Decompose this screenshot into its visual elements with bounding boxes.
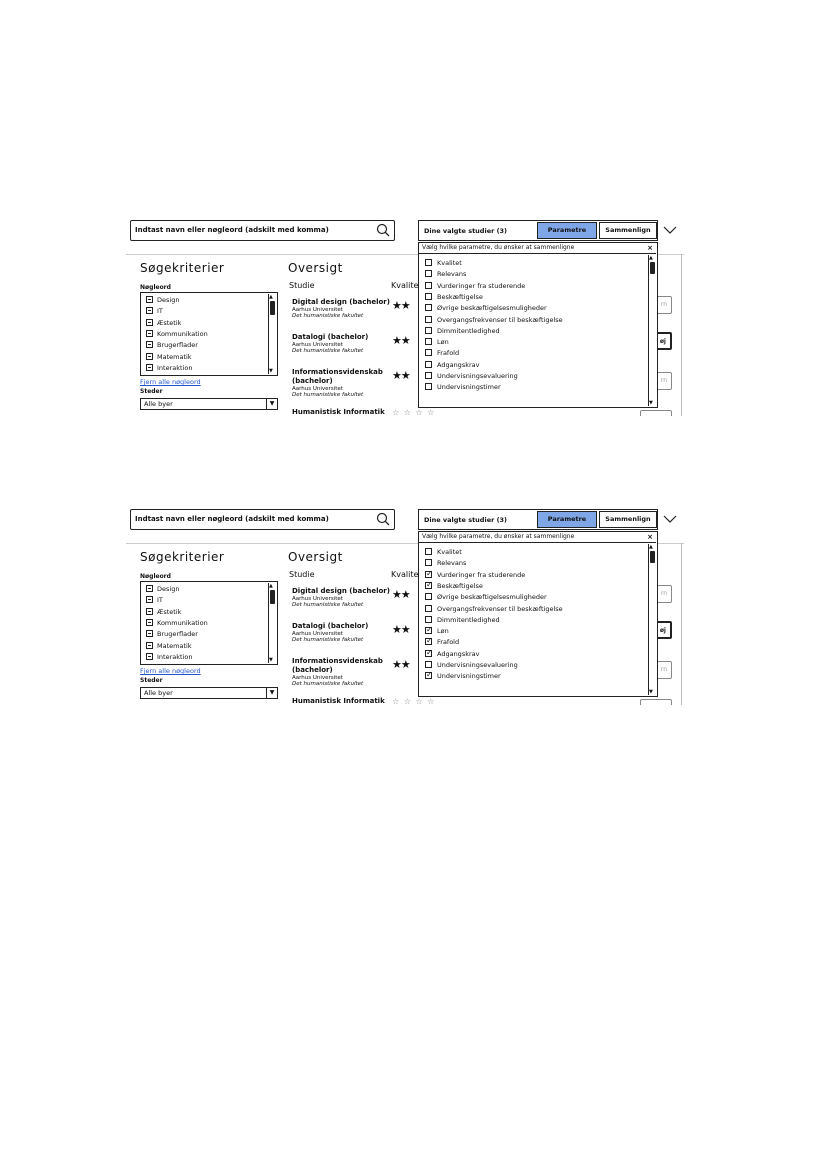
dropdown-title-text: Vælg hvilke parametre, du ønsker at sammenligne bbox=[422, 244, 575, 251]
scroll-thumb[interactable] bbox=[270, 301, 275, 315]
study-title[interactable]: Humanistisk Informatik bbox=[292, 697, 385, 705]
dropdown-scrollbar[interactable] bbox=[648, 544, 656, 695]
parameter-label: Undervisningstimer bbox=[437, 672, 501, 681]
keyword-item[interactable] bbox=[146, 585, 179, 593]
close-icon[interactable]: × bbox=[647, 244, 653, 252]
parameter-option[interactable] bbox=[425, 650, 479, 658]
remove-keyword-checkbox[interactable] bbox=[146, 608, 153, 615]
parameter-label: Beskæftigelse bbox=[437, 581, 483, 590]
parameter-option[interactable] bbox=[425, 293, 483, 301]
parameter-option[interactable] bbox=[425, 638, 459, 646]
places-select[interactable] bbox=[140, 687, 278, 699]
keyword-label: IT bbox=[157, 596, 163, 605]
parameter-option[interactable] bbox=[425, 259, 462, 267]
parameter-checkbox[interactable] bbox=[425, 316, 432, 323]
side-button[interactable]: øj bbox=[640, 621, 672, 639]
chosen-studies-label[interactable]: Dine valgte studier (3) bbox=[424, 227, 508, 235]
column-header-study: Studie bbox=[289, 281, 315, 290]
parameter-label: Løn bbox=[437, 627, 449, 636]
side-button[interactable]: rn bbox=[640, 296, 672, 314]
close-icon[interactable]: × bbox=[647, 533, 653, 541]
quality-stars: ★★ bbox=[392, 658, 410, 671]
parameter-checkbox[interactable] bbox=[425, 548, 432, 555]
study-faculty: Det humanistiske fakultet bbox=[292, 313, 364, 319]
tab-sammenlign[interactable]: Sammenlign bbox=[599, 222, 657, 239]
dropdown-arrow-icon[interactable]: ▼ bbox=[266, 688, 277, 698]
dropdown-title-text: Vælg hvilke parametre, du ønsker at sammenligne bbox=[422, 533, 575, 540]
parameter-checkbox[interactable] bbox=[425, 361, 432, 368]
panel-edge bbox=[681, 254, 682, 416]
study-faculty: Det humanistiske fakultet bbox=[292, 681, 364, 687]
parameter-checkbox[interactable] bbox=[425, 593, 432, 600]
keyword-label: IT bbox=[157, 307, 163, 316]
keyword-item[interactable] bbox=[146, 353, 192, 361]
keyword-item[interactable] bbox=[146, 630, 198, 638]
parameter-option[interactable] bbox=[425, 327, 500, 335]
parameter-checkbox[interactable] bbox=[425, 661, 432, 668]
parameter-checkbox[interactable] bbox=[425, 327, 432, 334]
keyword-label: Interaktion bbox=[157, 652, 193, 661]
parameter-label: Relevans bbox=[437, 559, 467, 568]
chevron-down-icon[interactable] bbox=[662, 513, 678, 525]
panel-edge bbox=[681, 543, 682, 705]
keyword-item[interactable] bbox=[146, 642, 192, 650]
parameter-checkbox[interactable] bbox=[425, 559, 432, 566]
column-header-quality: Kvalite bbox=[391, 570, 419, 579]
keyword-label: Æstetik bbox=[157, 607, 182, 616]
parameter-checkbox[interactable] bbox=[425, 304, 432, 311]
parameter-label: Dimmitentledighed bbox=[437, 326, 500, 335]
keywords-scrollbar[interactable] bbox=[268, 294, 276, 374]
search-input[interactable] bbox=[130, 220, 395, 241]
parameter-option[interactable] bbox=[425, 582, 483, 590]
parameter-label: Undervisningsevaluering bbox=[437, 372, 518, 380]
search-icon[interactable] bbox=[376, 223, 390, 237]
study-title[interactable]: (bachelor) bbox=[292, 666, 333, 674]
scroll-up-icon[interactable]: ▲ bbox=[649, 255, 653, 261]
parameter-checkbox[interactable] bbox=[425, 349, 432, 356]
parameter-checkbox[interactable] bbox=[425, 282, 432, 289]
parameter-option[interactable] bbox=[425, 316, 563, 324]
parameter-label: Adgangskrav bbox=[437, 360, 480, 369]
quality-stars: ★★ bbox=[392, 334, 410, 347]
parameter-label: Overgangsfrekvenser til beskæftigelse bbox=[437, 604, 563, 613]
side-button[interactable]: rn bbox=[640, 372, 672, 390]
study-faculty: Det humanistiske fakultet bbox=[292, 602, 364, 608]
parameter-option[interactable] bbox=[425, 559, 466, 567]
parameter-checkbox[interactable] bbox=[425, 259, 432, 266]
keyword-item[interactable] bbox=[146, 608, 181, 616]
remove-keyword-checkbox[interactable] bbox=[146, 585, 153, 592]
quality-stars: ★★ bbox=[392, 623, 410, 636]
scroll-down-icon[interactable]: ▼ bbox=[649, 400, 653, 406]
parameter-label: Relevans bbox=[437, 270, 467, 279]
keyword-label: Kommunikation bbox=[157, 329, 208, 338]
study-title[interactable]: Datalogi (bachelor) bbox=[292, 622, 369, 630]
chevron-down-icon[interactable] bbox=[662, 224, 678, 236]
scroll-thumb[interactable] bbox=[270, 590, 275, 604]
remove-keyword-checkbox[interactable] bbox=[146, 642, 153, 649]
keyword-item[interactable] bbox=[146, 296, 179, 304]
parameter-checkbox[interactable] bbox=[425, 372, 432, 379]
keyword-label: Design bbox=[157, 296, 180, 304]
parameter-option[interactable] bbox=[425, 338, 449, 346]
study-title[interactable]: Digital design (bachelor) bbox=[292, 298, 390, 306]
keyword-label: Kommunikation bbox=[157, 618, 208, 627]
keywords-list[interactable] bbox=[140, 292, 278, 376]
keyword-item[interactable] bbox=[146, 307, 163, 315]
parameter-label: Vurderinger fra studerende bbox=[437, 281, 526, 290]
remove-all-keywords-link[interactable]: Fjern alle nøgleord bbox=[140, 667, 201, 675]
criteria-title: Søgekriterier bbox=[140, 550, 225, 564]
keyword-item[interactable] bbox=[146, 330, 208, 338]
parameter-label: Frafold bbox=[437, 638, 460, 647]
keyword-item[interactable] bbox=[146, 653, 192, 661]
chosen-studies-bar bbox=[418, 509, 658, 530]
dropdown-arrow-icon[interactable]: ▼ bbox=[266, 399, 277, 409]
keywords-list[interactable] bbox=[140, 581, 278, 665]
parameter-label: Adgangskrav bbox=[437, 649, 480, 658]
search-input[interactable] bbox=[130, 509, 395, 530]
keyword-item[interactable] bbox=[146, 364, 192, 372]
parameter-option[interactable] bbox=[425, 304, 547, 312]
study-university: Aarhus Universitet bbox=[292, 596, 343, 602]
parameter-option[interactable] bbox=[425, 593, 547, 601]
parameter-label: Undervisningsevaluering bbox=[437, 661, 518, 669]
faded-rating-row: ☆ ☆ ☆ ☆ bbox=[392, 697, 436, 705]
remove-keyword-checkbox[interactable] bbox=[146, 364, 153, 371]
remove-keyword-checkbox[interactable] bbox=[146, 330, 153, 337]
side-button[interactable] bbox=[640, 699, 672, 705]
parameter-option[interactable] bbox=[425, 349, 459, 357]
side-button[interactable]: øj bbox=[640, 332, 672, 350]
keywords-scrollbar[interactable] bbox=[268, 583, 276, 663]
remove-keyword-checkbox[interactable] bbox=[146, 653, 153, 660]
search-placeholder: Indtast navn eller nøgleord (adskilt med komma) bbox=[135, 226, 329, 234]
parameter-checkbox[interactable] bbox=[425, 616, 432, 623]
places-value: Alle byer bbox=[144, 689, 173, 697]
overview-title: Oversigt bbox=[288, 261, 343, 275]
parameter-option[interactable] bbox=[425, 548, 462, 556]
tab-sammenlign[interactable]: Sammenlign bbox=[599, 511, 657, 528]
study-university: Aarhus Universitet bbox=[292, 386, 343, 392]
keyword-item[interactable] bbox=[146, 319, 181, 327]
overview-title: Oversigt bbox=[288, 550, 343, 564]
parameter-option[interactable] bbox=[425, 571, 525, 579]
keyword-label: Matematik bbox=[157, 641, 192, 650]
scroll-up-icon[interactable]: ▲ bbox=[269, 583, 273, 589]
study-title[interactable]: Humanistisk Informatik bbox=[292, 408, 385, 416]
wireframe-panel-2 bbox=[126, 509, 684, 705]
study-title[interactable]: (bachelor) bbox=[292, 377, 333, 385]
parameter-label: Kvalitet bbox=[437, 259, 462, 267]
places-label: Steder bbox=[140, 388, 163, 395]
tab-parametre[interactable]: Parametre bbox=[537, 511, 597, 528]
side-button[interactable]: rn bbox=[640, 585, 672, 603]
places-value: Alle byer bbox=[144, 400, 173, 408]
parameter-option[interactable] bbox=[425, 383, 501, 391]
parameter-option[interactable] bbox=[425, 672, 501, 680]
places-label: Steder bbox=[140, 677, 163, 684]
parameters-dropdown bbox=[418, 242, 658, 408]
study-faculty: Det humanistiske fakultet bbox=[292, 637, 364, 643]
parameter-checkbox[interactable] bbox=[425, 627, 432, 634]
side-button[interactable] bbox=[640, 410, 672, 416]
parameter-label: Beskæftigelse bbox=[437, 292, 483, 301]
parameter-label: Undervisningstimer bbox=[437, 383, 501, 392]
parameter-option[interactable] bbox=[425, 270, 466, 278]
keyword-item[interactable] bbox=[146, 619, 208, 627]
parameters-dropdown bbox=[418, 531, 658, 697]
remove-keyword-checkbox[interactable] bbox=[146, 296, 153, 303]
parameter-checkbox[interactable] bbox=[425, 638, 432, 645]
remove-keyword-checkbox[interactable] bbox=[146, 353, 153, 360]
remove-keyword-checkbox[interactable] bbox=[146, 307, 153, 314]
remove-keyword-checkbox[interactable] bbox=[146, 630, 153, 637]
column-header-quality: Kvalite bbox=[391, 281, 419, 290]
wireframe-panel-1 bbox=[126, 220, 684, 416]
parameter-checkbox[interactable] bbox=[425, 650, 432, 657]
dropdown-title bbox=[419, 243, 656, 254]
column-header-study: Studie bbox=[289, 570, 315, 579]
chosen-studies-label[interactable]: Dine valgte studier (3) bbox=[424, 516, 508, 524]
remove-keyword-checkbox[interactable] bbox=[146, 319, 153, 326]
scroll-up-icon[interactable]: ▲ bbox=[649, 544, 653, 550]
remove-keyword-checkbox[interactable] bbox=[146, 619, 153, 626]
parameter-checkbox[interactable] bbox=[425, 338, 432, 345]
remove-keyword-checkbox[interactable] bbox=[146, 341, 153, 348]
parameter-label: Overgangsfrekvenser til beskæftigelse bbox=[437, 315, 563, 324]
study-title[interactable]: Informationsvidenskab bbox=[292, 368, 383, 376]
parameter-checkbox[interactable] bbox=[425, 672, 432, 679]
study-title[interactable]: Digital design (bachelor) bbox=[292, 587, 390, 595]
parameter-option[interactable] bbox=[425, 282, 525, 290]
dropdown-scrollbar[interactable] bbox=[648, 255, 656, 406]
parameter-checkbox[interactable] bbox=[425, 571, 432, 578]
scroll-up-icon[interactable]: ▲ bbox=[269, 294, 273, 300]
parameter-checkbox[interactable] bbox=[425, 383, 432, 390]
search-placeholder: Indtast navn eller nøgleord (adskilt med komma) bbox=[135, 515, 329, 523]
keywords-label: Nøgleord bbox=[140, 284, 171, 291]
keyword-label: Æstetik bbox=[157, 318, 182, 327]
study-faculty: Det humanistiske fakultet bbox=[292, 392, 364, 398]
keywords-label: Nøgleord bbox=[140, 573, 171, 580]
keyword-label: Brugerflader bbox=[157, 630, 198, 639]
parameter-label: Øvrige beskæftigelsesmuligheder bbox=[437, 304, 547, 313]
keyword-label: Design bbox=[157, 585, 180, 593]
study-university: Aarhus Universitet bbox=[292, 631, 343, 637]
parameter-option[interactable] bbox=[425, 616, 500, 624]
parameter-label: Kvalitet bbox=[437, 548, 462, 556]
study-faculty: Det humanistiske fakultet bbox=[292, 348, 364, 354]
remove-keyword-checkbox[interactable] bbox=[146, 596, 153, 603]
keyword-label: Brugerflader bbox=[157, 341, 198, 350]
parameter-option[interactable] bbox=[425, 372, 518, 380]
study-university: Aarhus Universitet bbox=[292, 307, 343, 313]
scroll-down-icon[interactable]: ▼ bbox=[269, 657, 273, 663]
parameter-option[interactable] bbox=[425, 605, 563, 613]
parameter-label: Dimmitentledighed bbox=[437, 615, 500, 624]
side-button[interactable]: rn bbox=[640, 661, 672, 679]
parameter-label: Øvrige beskæftigelsesmuligheder bbox=[437, 593, 547, 602]
criteria-title: Søgekriterier bbox=[140, 261, 225, 275]
parameter-option[interactable] bbox=[425, 627, 449, 635]
keyword-label: Interaktion bbox=[157, 363, 193, 372]
scroll-thumb[interactable] bbox=[650, 262, 655, 274]
study-university: Aarhus Universitet bbox=[292, 675, 343, 681]
parameter-option[interactable] bbox=[425, 661, 518, 669]
chosen-studies-bar bbox=[418, 220, 658, 241]
parameter-checkbox[interactable] bbox=[425, 605, 432, 612]
keyword-item[interactable] bbox=[146, 341, 198, 349]
scroll-thumb[interactable] bbox=[650, 551, 655, 563]
faded-rating-row: ☆ ☆ ☆ ☆ bbox=[392, 408, 436, 416]
parameter-label: Frafold bbox=[437, 349, 460, 358]
scroll-down-icon[interactable]: ▼ bbox=[649, 689, 653, 695]
tab-parametre[interactable]: Parametre bbox=[537, 222, 597, 239]
parameter-option[interactable] bbox=[425, 361, 479, 369]
quality-stars: ★★ bbox=[392, 369, 410, 382]
parameter-label: Løn bbox=[437, 338, 449, 347]
study-title[interactable]: Informationsvidenskab bbox=[292, 657, 383, 665]
parameter-checkbox[interactable] bbox=[425, 270, 432, 277]
quality-stars: ★★ bbox=[392, 299, 410, 312]
remove-all-keywords-link[interactable]: Fjern alle nøgleord bbox=[140, 378, 201, 386]
quality-stars: ★★ bbox=[392, 588, 410, 601]
search-icon[interactable] bbox=[376, 512, 390, 526]
dropdown-title bbox=[419, 532, 656, 543]
study-title[interactable]: Datalogi (bachelor) bbox=[292, 333, 369, 341]
parameter-checkbox[interactable] bbox=[425, 582, 432, 589]
study-university: Aarhus Universitet bbox=[292, 342, 343, 348]
parameter-label: Vurderinger fra studerende bbox=[437, 570, 526, 579]
keyword-item[interactable] bbox=[146, 596, 163, 604]
keyword-label: Matematik bbox=[157, 352, 192, 361]
places-select[interactable] bbox=[140, 398, 278, 410]
scroll-down-icon[interactable]: ▼ bbox=[269, 368, 273, 374]
parameter-checkbox[interactable] bbox=[425, 293, 432, 300]
